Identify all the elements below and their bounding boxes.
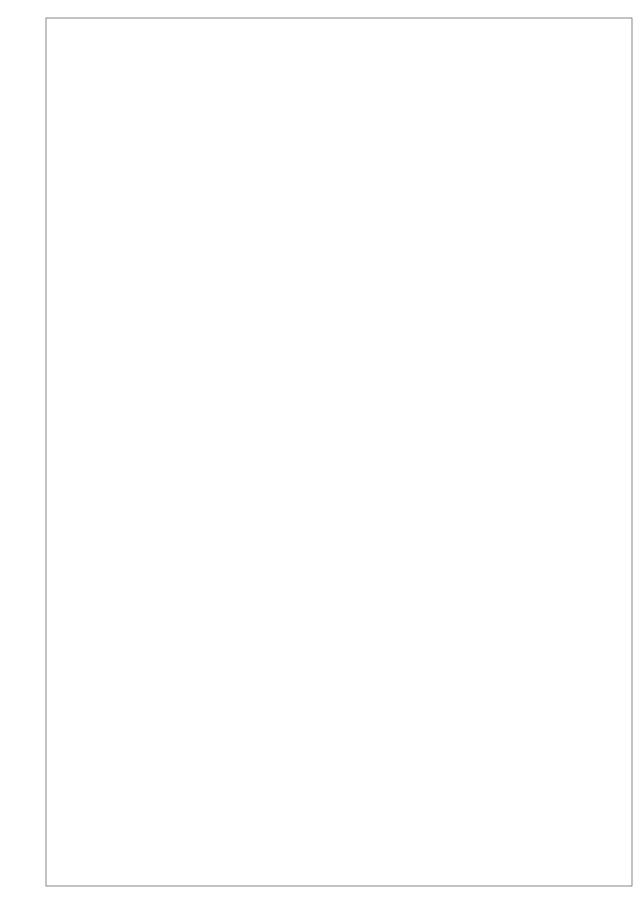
table-frame: [46, 18, 632, 886]
